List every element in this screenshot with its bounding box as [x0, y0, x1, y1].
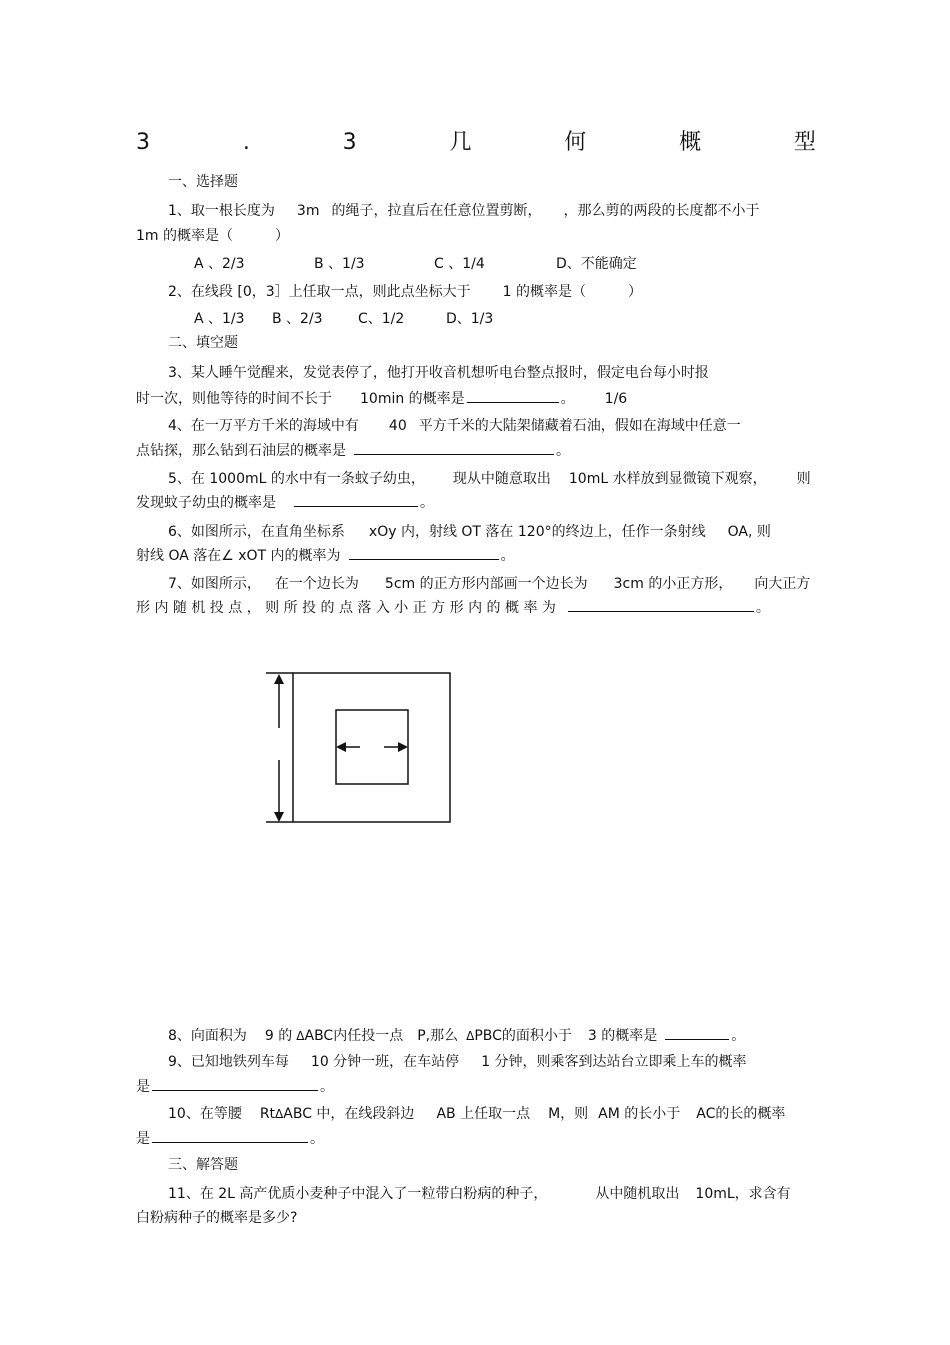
q5-text: 现从中随意取出	[452, 471, 551, 487]
square-figure	[262, 668, 458, 828]
title-char: 概	[679, 130, 702, 155]
q2-text: 2、在线段 [0，3］上任取一点，则此点坐标大于	[168, 284, 471, 300]
q2-text: 1 的概率是（ ）	[502, 284, 642, 300]
q6-text: xOy 内，射线 OT 落在 120°的终边上，任作一条射线	[368, 524, 706, 540]
q5-text: 10mL 水样放到显微镜下观察，	[568, 471, 767, 487]
question-10-line-2	[136, 1128, 324, 1149]
question-1-line-2: 1m 的概率是（ ）	[136, 228, 289, 244]
q11-text: 11、在 2L 高产优质小麦种子中混入了一粒带白粉病的种子，	[168, 1186, 548, 1202]
q10-text: AB 上任取一点	[436, 1106, 531, 1122]
answer-blank[interactable]	[568, 597, 754, 612]
answer-blank[interactable]	[354, 440, 554, 455]
question-11-line-2: 白粉病种子的概率是多少?	[136, 1210, 298, 1226]
q4-text: 平方千米的大陆架储藏着石油，假如在海域中任意一	[418, 418, 741, 434]
title-char: 何	[564, 130, 587, 155]
question-3-line-2	[136, 388, 627, 409]
q9-text: 1 分钟，则乘客到达站台立即乘上车的概率	[481, 1054, 747, 1070]
q1-text: 1、取一根长度为	[168, 203, 275, 219]
option-a: A 、2/3	[194, 256, 245, 272]
q4-text: 点钻探，那么钻到石油层的概率是	[136, 443, 346, 459]
question-2-options	[194, 309, 493, 329]
q1-text: 的绳子，拉直后在任意位置剪断，	[331, 203, 542, 219]
question-9-line-2	[136, 1076, 334, 1097]
title-char: 几	[449, 130, 472, 155]
triangle-symbol: Δ	[275, 1107, 284, 1121]
q7-text: 向大正方	[754, 576, 811, 592]
q5-text: 。	[420, 495, 434, 511]
q10-text: ABC 中，在线段斜边	[283, 1106, 415, 1122]
question-4-line-1	[168, 416, 741, 436]
q8-text: 8、向面积为	[168, 1028, 247, 1044]
q8-text: PBC的面积小于	[474, 1028, 572, 1044]
q1-text: 3m	[296, 203, 320, 219]
q6-text: OA, 则	[727, 524, 771, 540]
question-6-line-1	[168, 522, 771, 542]
q1-text: ，那么剪的两段的长度都不小于	[563, 203, 760, 219]
q9-text: 。	[320, 1079, 334, 1095]
q5-text: 则	[796, 471, 811, 487]
option-a: A 、1/3	[194, 311, 245, 327]
option-b: B 、2/3	[272, 311, 323, 327]
q4-text: 40	[388, 418, 407, 434]
q10-text: 。	[310, 1131, 324, 1147]
question-1-line-1	[168, 201, 759, 221]
section-heading-choice: 一、选择题	[168, 174, 238, 190]
q10-text: AC的长的概率	[696, 1106, 786, 1122]
question-7-line-2	[136, 597, 770, 618]
q10-text: 10、在等腰	[168, 1106, 242, 1122]
q7-text: 5cm 的正方形内部画一个边长为	[384, 576, 588, 592]
question-4-line-2	[136, 440, 570, 461]
q9-text: 9、已知地铁列车每	[168, 1054, 289, 1070]
q4-text: 4、在一万平方千米的海域中有	[168, 418, 359, 434]
q5-text: 发现蚊子幼虫的概率是	[136, 495, 276, 511]
answer-blank[interactable]	[467, 388, 559, 403]
q8-text: 。	[731, 1028, 746, 1044]
answer-blank[interactable]	[152, 1076, 318, 1091]
answer-blank[interactable]	[665, 1025, 729, 1040]
question-1-options	[194, 254, 637, 274]
section-heading-fill: 二、填空题	[168, 335, 238, 351]
q3-text: 10min 的概率是	[360, 391, 465, 407]
option-d: D、1/3	[446, 311, 494, 327]
q6-text: 。	[500, 548, 515, 564]
q3-text: 时一次，则他等待的时间不长于	[136, 391, 332, 407]
question-5-line-1	[168, 469, 811, 489]
question-6-line-2	[136, 545, 515, 566]
q3-answer: 1/6	[604, 391, 628, 407]
large-square	[293, 673, 450, 822]
q7-text: 形 内 随 机 投 点 ， 则 所 投 的 点 落 入 小 正 方 形 内 的 概 率 为	[136, 600, 556, 616]
q7-text: 3cm 的小正方形，	[613, 576, 733, 592]
q6-text: 射线 OA 落在∠ xOT 内的概率为	[136, 548, 341, 564]
option-c: C 、1/4	[434, 256, 485, 272]
q7-text: 。	[755, 600, 770, 616]
q5-text: 5、在 1000mL 的水中有一条蚊子幼虫，	[168, 471, 425, 487]
option-c: C、1/2	[358, 311, 405, 327]
q7-text: 7、如图所示，	[168, 576, 261, 592]
q8-text: P,那么	[417, 1028, 459, 1044]
q10-text: 是	[136, 1131, 150, 1147]
q8-text: 9 的	[264, 1028, 293, 1044]
q7-text: 在一个边长为	[274, 576, 359, 592]
q9-text: 是	[136, 1079, 150, 1095]
q9-text: 10 分钟一班，在车站停	[310, 1054, 460, 1070]
answer-blank[interactable]	[152, 1128, 308, 1143]
q6-text: 6、如图所示，在直角坐标系	[168, 524, 345, 540]
q3-text: 。	[560, 391, 575, 407]
title-char: 型	[793, 130, 816, 155]
title-char: 3	[342, 130, 357, 155]
answer-blank[interactable]	[294, 492, 418, 507]
triangle-symbol: Δ	[296, 1029, 305, 1043]
q10-text: AM 的长小于	[598, 1106, 681, 1122]
title-char: .	[242, 130, 250, 155]
q8-text: ABC内任投一点	[304, 1028, 404, 1044]
option-d: D、不能确定	[556, 256, 637, 272]
q4-text: 。	[556, 443, 570, 459]
section-heading-solve: 三、解答题	[168, 1157, 238, 1173]
question-2-line-1	[168, 282, 642, 302]
question-9-line-1	[168, 1052, 747, 1072]
q8-text: 3 的概率是	[587, 1028, 658, 1044]
question-3-line-1: 3、某人睡午觉醒来，发觉表停了，他打开收音机想听电台整点报时，假定电台每小时报	[168, 365, 709, 381]
question-8-line-1	[168, 1025, 745, 1046]
question-11-line-1	[168, 1184, 791, 1204]
triangle-symbol: Δ	[466, 1029, 475, 1043]
q11-text: 从中随机取出	[595, 1186, 680, 1202]
answer-blank[interactable]	[349, 545, 499, 560]
option-b: B 、1/3	[314, 256, 365, 272]
question-5-line-2	[136, 492, 434, 513]
q11-text: 10mL，求含有	[695, 1186, 791, 1202]
q10-text: M，则	[548, 1106, 589, 1122]
q10-text: Rt	[259, 1106, 276, 1122]
question-7-line-1	[168, 574, 810, 594]
question-10-line-1	[168, 1104, 785, 1124]
title-char: 3	[136, 130, 150, 155]
page-title	[136, 128, 816, 158]
